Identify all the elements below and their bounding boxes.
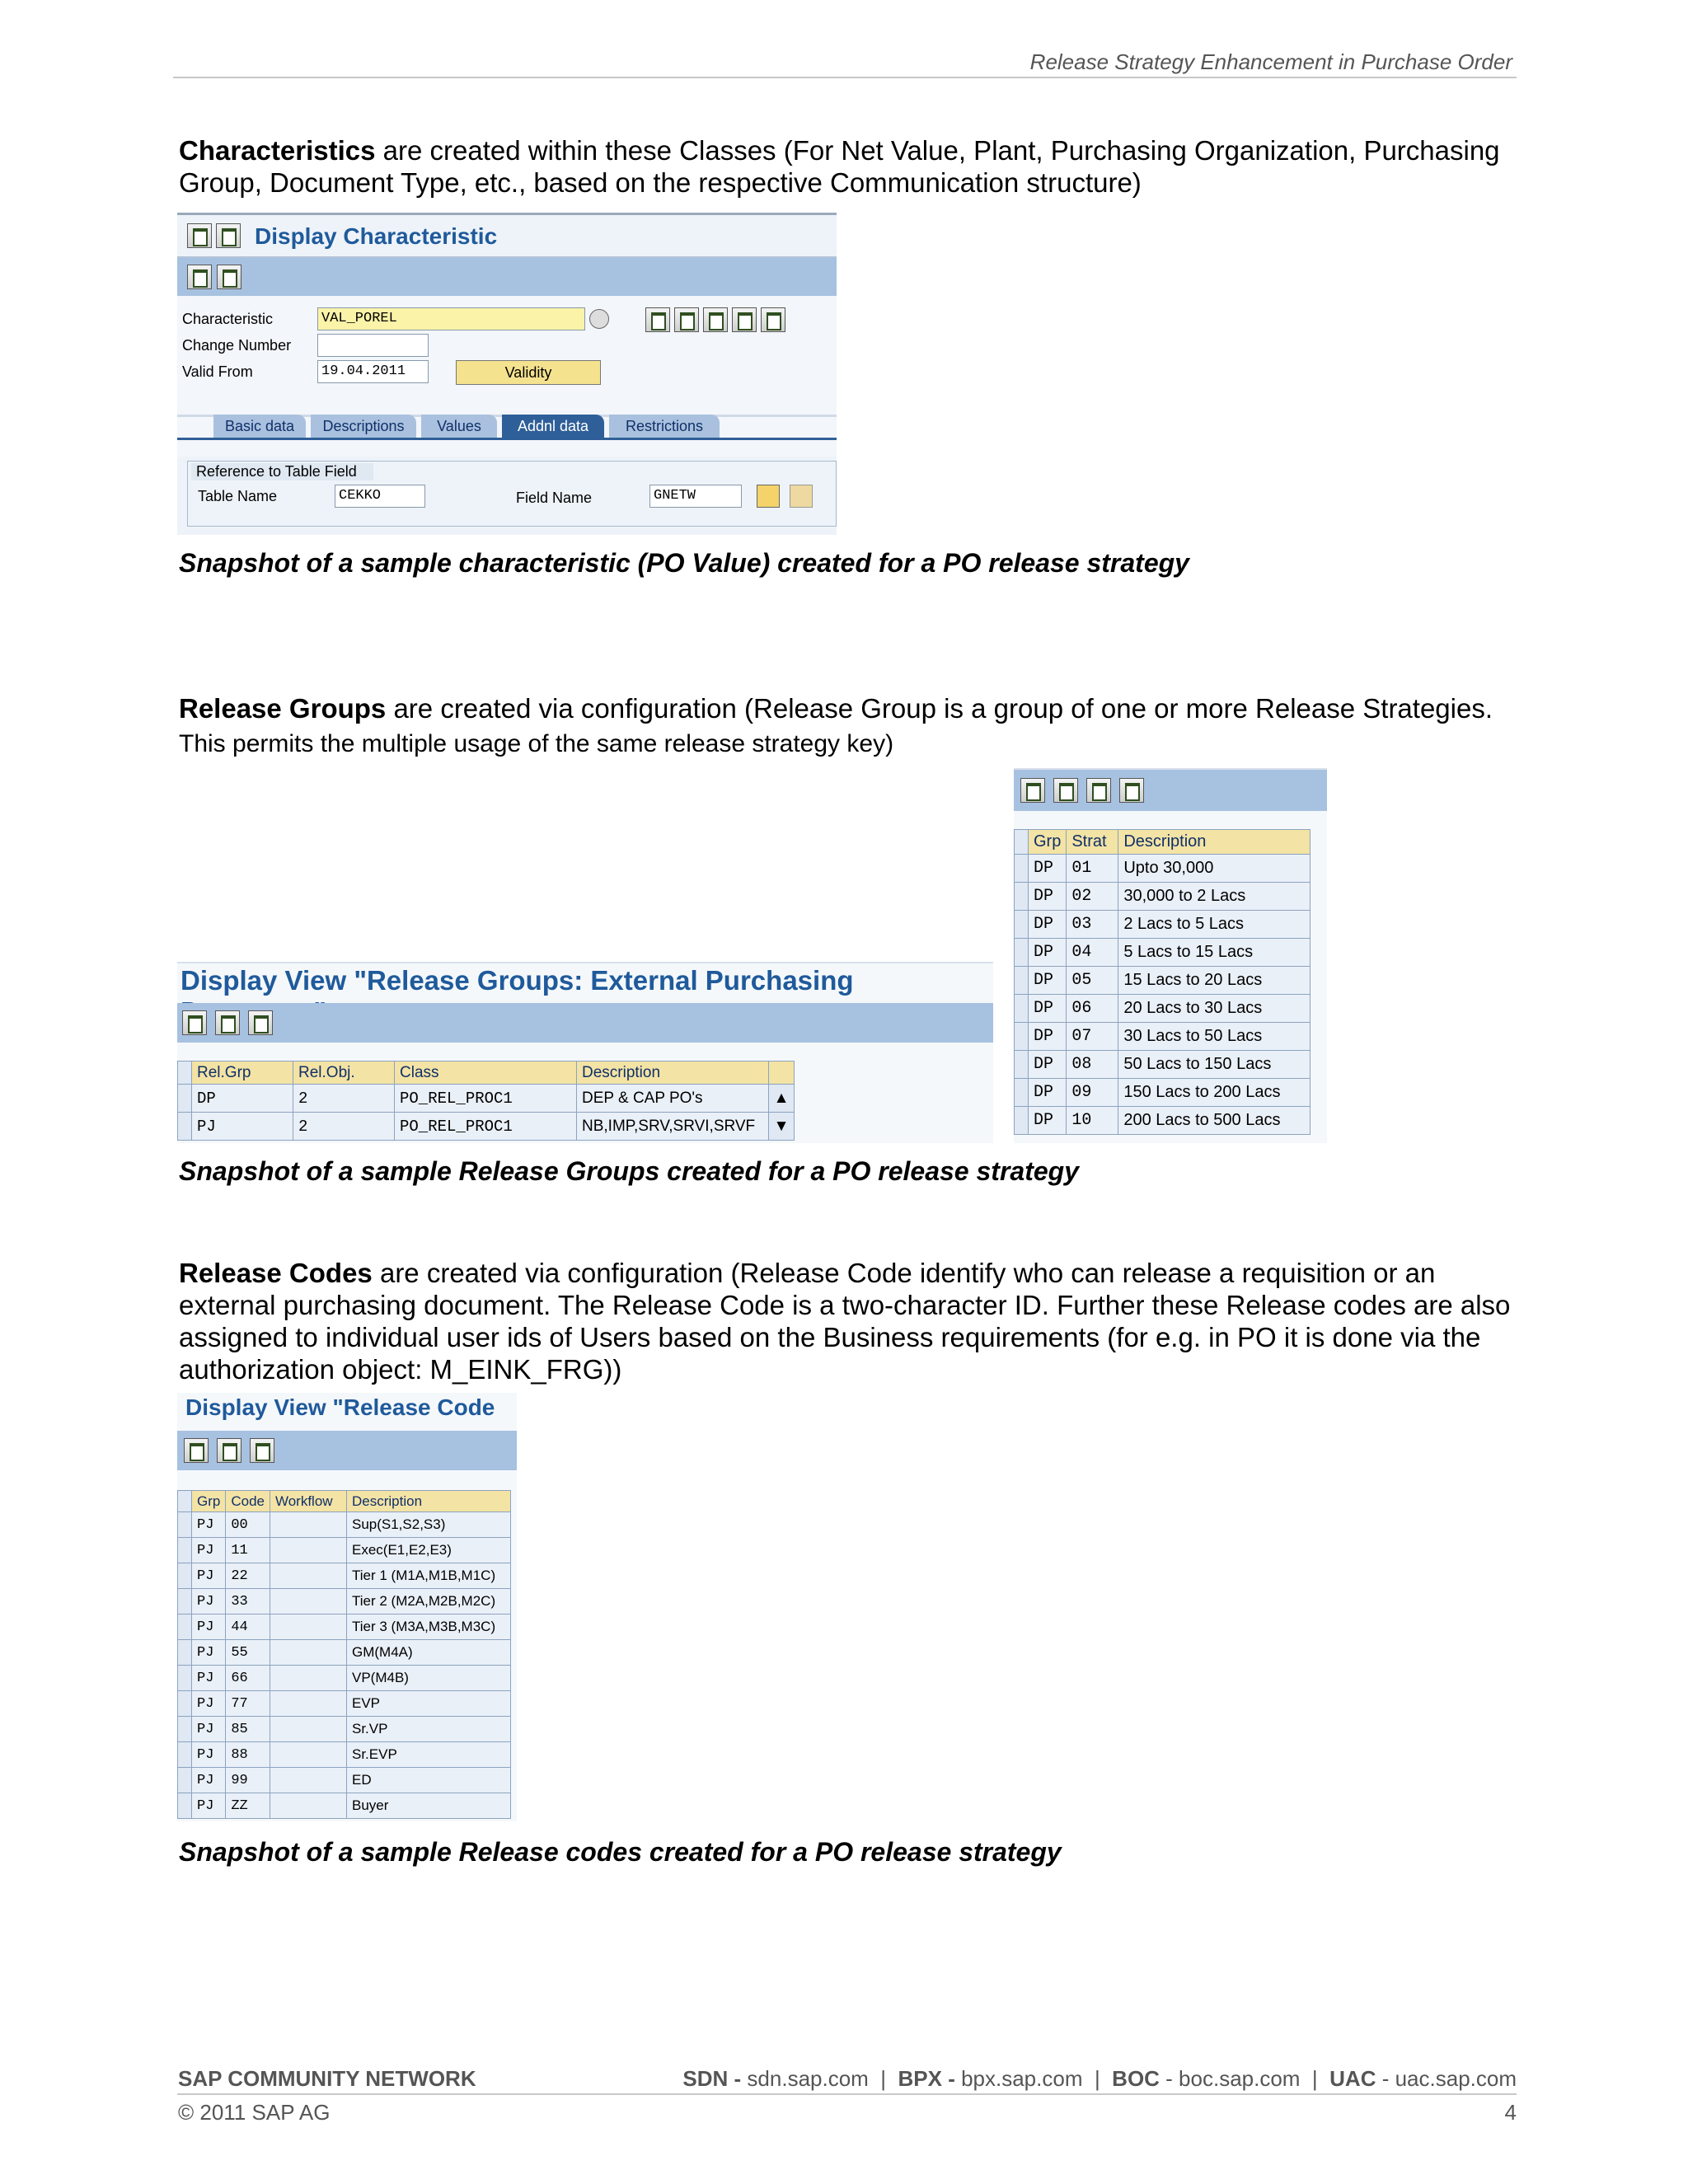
delete-icon[interactable] — [761, 307, 785, 332]
release-groups-toolbar — [177, 1003, 993, 1043]
deselect-all-icon[interactable] — [248, 1010, 273, 1035]
table-cell: 22 — [226, 1563, 270, 1589]
table-header-row — [178, 1491, 511, 1512]
column-header[interactable]: Class — [395, 1062, 577, 1085]
page-header-title: Release Strategy Enhancement in Purchase Order — [1029, 49, 1512, 74]
column-header[interactable]: Rel.Obj. — [293, 1062, 395, 1085]
table-cell: 02 — [1067, 883, 1118, 911]
column-settings-icon[interactable] — [769, 1062, 795, 1085]
characteristics-term: Characteristics — [179, 135, 376, 166]
row-selector[interactable] — [178, 1717, 192, 1742]
footer-link-uac[interactable]: - uac.sap.com — [1376, 2066, 1517, 2091]
column-header[interactable]: Grp — [192, 1491, 226, 1512]
table-cell: 00 — [226, 1512, 270, 1538]
table-cell: GM(M4A) — [346, 1640, 510, 1666]
table-cell: 07 — [1067, 1023, 1118, 1051]
valid-from-field[interactable]: 19.04.2011 — [317, 360, 429, 383]
table-cell — [270, 1563, 346, 1589]
row-selector[interactable] — [178, 1640, 192, 1666]
table-cell — [270, 1615, 346, 1640]
table-cell — [270, 1742, 346, 1768]
table-cell: PJ — [192, 1717, 226, 1742]
table-cell: ZZ — [226, 1793, 270, 1819]
table-cell — [270, 1768, 346, 1793]
table-cell: 2 Lacs to 5 Lacs — [1118, 911, 1311, 939]
table-row[interactable] — [1015, 883, 1311, 911]
table-header-row — [1015, 830, 1311, 855]
table-cell: DP — [1029, 855, 1067, 883]
characteristics-paragraph — [179, 134, 1514, 199]
column-header[interactable]: Code — [226, 1491, 270, 1512]
info-icon[interactable] — [216, 223, 241, 248]
footer-link-boc[interactable]: - boc.sap.com — [1159, 2066, 1301, 2091]
footer-link-bpx[interactable]: bpx.sap.com — [954, 2066, 1083, 2091]
table-row[interactable] — [1015, 1051, 1311, 1079]
table-cell: Exec(E1,E2,E3) — [346, 1538, 510, 1563]
release-groups-screenshot — [177, 962, 993, 1143]
footer-links: SDN - sdn.sap.com | BPX - bpx.sap.com | BOC - boc.sap.com | UAC - uac.sap.com — [682, 2066, 1517, 2091]
scroll-down-icon[interactable]: ▼ — [769, 1113, 795, 1141]
table-cell: PJ — [192, 1742, 226, 1768]
table-row[interactable] — [178, 1666, 511, 1691]
table-row[interactable] — [178, 1512, 511, 1538]
edit-icon[interactable] — [674, 307, 699, 332]
table-cell: DP — [1029, 1051, 1067, 1079]
table-cell: 01 — [1067, 855, 1118, 883]
reference-group-box — [187, 461, 837, 527]
field-name-field[interactable]: GNETW — [649, 485, 742, 508]
row-selector[interactable] — [178, 1615, 192, 1640]
header-divider — [173, 77, 1517, 78]
tab-restrictions[interactable]: Restrictions — [609, 415, 720, 438]
table-cell: PJ — [192, 1589, 226, 1615]
table-row[interactable] — [178, 1691, 511, 1717]
row-selector[interactable] — [1015, 855, 1029, 883]
table-cell: 66 — [226, 1666, 270, 1691]
table-cell: Sr.VP — [346, 1717, 510, 1742]
arrow-right-icon[interactable] — [757, 485, 780, 508]
footer-copyright: © 2011 SAP AG — [178, 2100, 331, 2125]
release-strategies-table — [1014, 829, 1311, 1135]
table-cell: 200 Lacs to 500 Lacs — [1118, 1107, 1311, 1135]
table-cell: 33 — [226, 1589, 270, 1615]
footer-network: SAP COMMUNITY NETWORK — [178, 2066, 476, 2091]
table-cell: Sr.EVP — [346, 1742, 510, 1768]
release-codes-toolbar — [177, 1431, 517, 1470]
display-characteristic-screenshot — [177, 213, 837, 535]
release-codes-title: Display View "Release Code — [185, 1394, 495, 1420]
table-cell: 55 — [226, 1640, 270, 1666]
table-cell — [270, 1589, 346, 1615]
table-cell: 44 — [226, 1615, 270, 1640]
release-groups-table — [177, 1061, 795, 1141]
row-selector[interactable] — [178, 1666, 192, 1691]
deselect-all-icon[interactable] — [250, 1438, 274, 1463]
table-row[interactable] — [1015, 1107, 1311, 1135]
table-row[interactable] — [178, 1589, 511, 1615]
row-selector[interactable] — [178, 1512, 192, 1538]
table-cell: 150 Lacs to 200 Lacs — [1118, 1079, 1311, 1107]
table-cell — [270, 1793, 346, 1819]
table-cell: DP — [1029, 911, 1067, 939]
table-cell: PJ — [192, 1691, 226, 1717]
where-used-icon[interactable] — [645, 307, 670, 332]
table-cell: DP — [1029, 1023, 1067, 1051]
screen-title: Display Characteristic — [255, 223, 498, 249]
row-selector[interactable] — [178, 1563, 192, 1589]
table-cell: DP — [1029, 939, 1067, 967]
table-cell — [270, 1640, 346, 1666]
table-cell: Tier 1 (M1A,M1B,M1C) — [346, 1563, 510, 1589]
select-block-icon[interactable] — [215, 1010, 240, 1035]
table-cell: EVP — [346, 1691, 510, 1717]
tab-values[interactable]: Values — [421, 415, 497, 438]
table-cell: PJ — [192, 1512, 226, 1538]
release-codes-table — [177, 1490, 511, 1819]
table-header-row — [178, 1062, 795, 1085]
table-row[interactable] — [1015, 1023, 1311, 1051]
table-cell: 5 Lacs to 15 Lacs — [1118, 939, 1311, 967]
application-toolbar — [177, 258, 837, 296]
row-selector[interactable] — [178, 1742, 192, 1768]
table-cell: 50 Lacs to 150 Lacs — [1118, 1051, 1311, 1079]
release-codes-screenshot — [177, 1393, 517, 1821]
row-selector[interactable] — [178, 1113, 192, 1141]
table-cell: 88 — [226, 1742, 270, 1768]
change-number-label: Change Number — [182, 337, 292, 354]
row-selector[interactable] — [178, 1691, 192, 1717]
change-number-field[interactable] — [317, 334, 429, 357]
table-row[interactable] — [178, 1538, 511, 1563]
scroll-up-icon[interactable]: ▲ — [769, 1085, 795, 1113]
row-selector[interactable] — [1015, 1051, 1029, 1079]
table-cell: 30 Lacs to 50 Lacs — [1118, 1023, 1311, 1051]
row-selector[interactable] — [178, 1793, 192, 1819]
table-cell: 11 — [226, 1538, 270, 1563]
table-row[interactable] — [178, 1640, 511, 1666]
display-change-icon[interactable] — [187, 223, 212, 248]
release-groups-text: are created via configuration (Release Group is a group of one or more Release Strategies. — [386, 693, 1493, 724]
page-number: 4 — [1504, 2100, 1517, 2125]
characteristic-field[interactable]: VAL_POREL — [317, 307, 585, 330]
table-cell — [270, 1538, 346, 1563]
footer-link-sdn[interactable]: sdn.sap.com — [741, 2066, 869, 2091]
table-name-label: Table Name — [198, 488, 278, 504]
select-all-icon[interactable] — [1053, 778, 1078, 803]
table-row[interactable] — [1015, 855, 1311, 883]
release-groups-note: This permits the multiple usage of the same release strategy key) — [179, 730, 894, 757]
select-block-icon[interactable] — [1086, 778, 1111, 803]
column-header[interactable]: Description — [577, 1062, 769, 1085]
select-all-icon[interactable] — [184, 1438, 209, 1463]
table-cell: PJ — [192, 1666, 226, 1691]
table-row[interactable] — [178, 1793, 511, 1819]
strategies-toolbar — [1014, 768, 1327, 811]
row-selector[interactable] — [1015, 1079, 1029, 1107]
row-selector[interactable] — [178, 1589, 192, 1615]
table-row[interactable]: DP 2 PO_REL_PROC1 DEP & CAP PO's ▲ — [178, 1085, 795, 1113]
table-row[interactable] — [1015, 1079, 1311, 1107]
table-cell: PJ — [192, 1563, 226, 1589]
table-cell: 15 Lacs to 20 Lacs — [1118, 967, 1311, 995]
caption-characteristic: Snapshot of a sample characteristic (PO Value) created for a PO release strategy — [179, 548, 1189, 578]
table-row[interactable] — [178, 1563, 511, 1589]
table-cell: 08 — [1067, 1051, 1118, 1079]
table-cell: PJ — [192, 1615, 226, 1640]
table-cell: PJ — [192, 1793, 226, 1819]
caption-release-codes: Snapshot of a sample Release codes created for a PO release strategy — [179, 1837, 1062, 1867]
table-row[interactable] — [178, 1615, 511, 1640]
other-object-icon[interactable] — [187, 265, 212, 289]
settings-icon[interactable] — [790, 485, 813, 508]
table-cell: PJ — [192, 1538, 226, 1563]
deselect-all-icon[interactable] — [1119, 778, 1144, 803]
table-cell: PJ — [192, 1768, 226, 1793]
table-cell: 05 — [1067, 967, 1118, 995]
row-selector[interactable] — [178, 1538, 192, 1563]
row-selector[interactable] — [1015, 911, 1029, 939]
table-cell — [270, 1512, 346, 1538]
footer-divider — [177, 2093, 1517, 2095]
column-header[interactable]: Grp — [1029, 830, 1067, 855]
table-cell: 30,000 to 2 Lacs — [1118, 883, 1311, 911]
table-cell: VP(M4B) — [346, 1666, 510, 1691]
table-cell: 85 — [226, 1717, 270, 1742]
table-cell: Upto 30,000 — [1118, 855, 1311, 883]
select-block-icon[interactable] — [217, 1438, 241, 1463]
search-help-icon[interactable] — [589, 309, 609, 329]
table-cell — [270, 1691, 346, 1717]
column-header[interactable]: Strat — [1067, 830, 1118, 855]
row-selector[interactable] — [178, 1085, 192, 1113]
row-selector[interactable] — [1015, 995, 1029, 1023]
caption-release-groups: Snapshot of a sample Release Groups created for a PO release strategy — [179, 1156, 1079, 1186]
details-icon[interactable] — [1020, 778, 1045, 803]
table-cell: 77 — [226, 1691, 270, 1717]
table-cell: DP — [1029, 995, 1067, 1023]
table-cell: 04 — [1067, 939, 1118, 967]
table-cell: DP — [1029, 1107, 1067, 1135]
table-cell — [270, 1717, 346, 1742]
create-icon[interactable] — [703, 307, 728, 332]
release-groups-paragraph — [179, 692, 1514, 760]
release-strategies-screenshot — [1014, 768, 1327, 1143]
table-cell: DP — [1029, 883, 1067, 911]
row-selector[interactable] — [1015, 939, 1029, 967]
column-header[interactable]: Workflow — [270, 1491, 346, 1512]
column-header[interactable]: Rel.Grp — [192, 1062, 293, 1085]
select-all-icon[interactable] — [182, 1010, 207, 1035]
release-codes-term: Release Codes — [179, 1258, 373, 1288]
row-selector[interactable] — [178, 1768, 192, 1793]
release-groups-title: Display View "Release Groups: External Purchasing — [181, 965, 854, 996]
table-cell: Tier 3 (M3A,M3B,M3C) — [346, 1615, 510, 1640]
release-groups-term: Release Groups — [179, 693, 387, 724]
copy-icon[interactable] — [732, 307, 757, 332]
reference-group-title: Reference to Table Field — [191, 463, 373, 480]
table-name-field[interactable]: CEKKO — [335, 485, 425, 508]
table-cell: 03 — [1067, 911, 1118, 939]
column-header[interactable]: Description — [1118, 830, 1311, 855]
table-cell — [270, 1666, 346, 1691]
table-cell: PJ — [192, 1640, 226, 1666]
validity-button[interactable]: Validity — [456, 360, 601, 385]
table-cell: DP — [1029, 967, 1067, 995]
table-row[interactable] — [1015, 995, 1311, 1023]
characteristic-toolbar — [645, 307, 790, 337]
field-name-label: Field Name — [516, 490, 593, 506]
table-row[interactable] — [178, 1768, 511, 1793]
tab-addnl-data[interactable]: Addnl data — [502, 415, 604, 438]
table-cell: ED — [346, 1768, 510, 1793]
table-row[interactable] — [178, 1742, 511, 1768]
table-row[interactable] — [1015, 939, 1311, 967]
table-row[interactable] — [178, 1717, 511, 1742]
table-cell: 10 — [1067, 1107, 1118, 1135]
row-selector[interactable] — [1015, 1023, 1029, 1051]
table-cell: DP — [1029, 1079, 1067, 1107]
print-icon[interactable] — [217, 265, 241, 289]
table-cell: Tier 2 (M2A,M2B,M2C) — [346, 1589, 510, 1615]
table-row[interactable] — [1015, 967, 1311, 995]
valid-from-label: Valid From — [182, 363, 253, 380]
release-codes-paragraph — [179, 1257, 1514, 1385]
characteristics-text: are created within these Classes (For Net Value, Plant, Purchasing Organization, Purchasing Group, Document Type, etc., based on the respective Communication structure) — [179, 135, 1500, 198]
row-selector[interactable] — [1015, 883, 1029, 911]
table-cell: 09 — [1067, 1079, 1118, 1107]
row-selector[interactable] — [1015, 967, 1029, 995]
table-cell: 20 Lacs to 30 Lacs — [1118, 995, 1311, 1023]
row-selector[interactable] — [1015, 1107, 1029, 1135]
table-cell: 99 — [226, 1768, 270, 1793]
tab-descriptions[interactable]: Descriptions — [311, 415, 416, 438]
table-row[interactable] — [1015, 911, 1311, 939]
characteristic-label: Characteristic — [182, 311, 274, 327]
table-cell: Buyer — [346, 1793, 510, 1819]
table-row[interactable]: PJ 2 PO_REL_PROC1 NB,IMP,SRV,SRVI,SRVF ▼ — [178, 1113, 795, 1141]
table-cell: Sup(S1,S2,S3) — [346, 1512, 510, 1538]
table-cell: 06 — [1067, 995, 1118, 1023]
column-header[interactable]: Description — [346, 1491, 510, 1512]
release-codes-text: are created via configuration (Release Code identify who can release a requisition or an external purchasing document. The Release Code is a two-character ID. Further these Release codes are also assigned to individual user ids of Users based on the Business requirements (for e.g. in PO it is done via the authorization object: M_EINK_FRG)) — [179, 1258, 1511, 1385]
tab-basic-data[interactable]: Basic data — [213, 415, 306, 438]
